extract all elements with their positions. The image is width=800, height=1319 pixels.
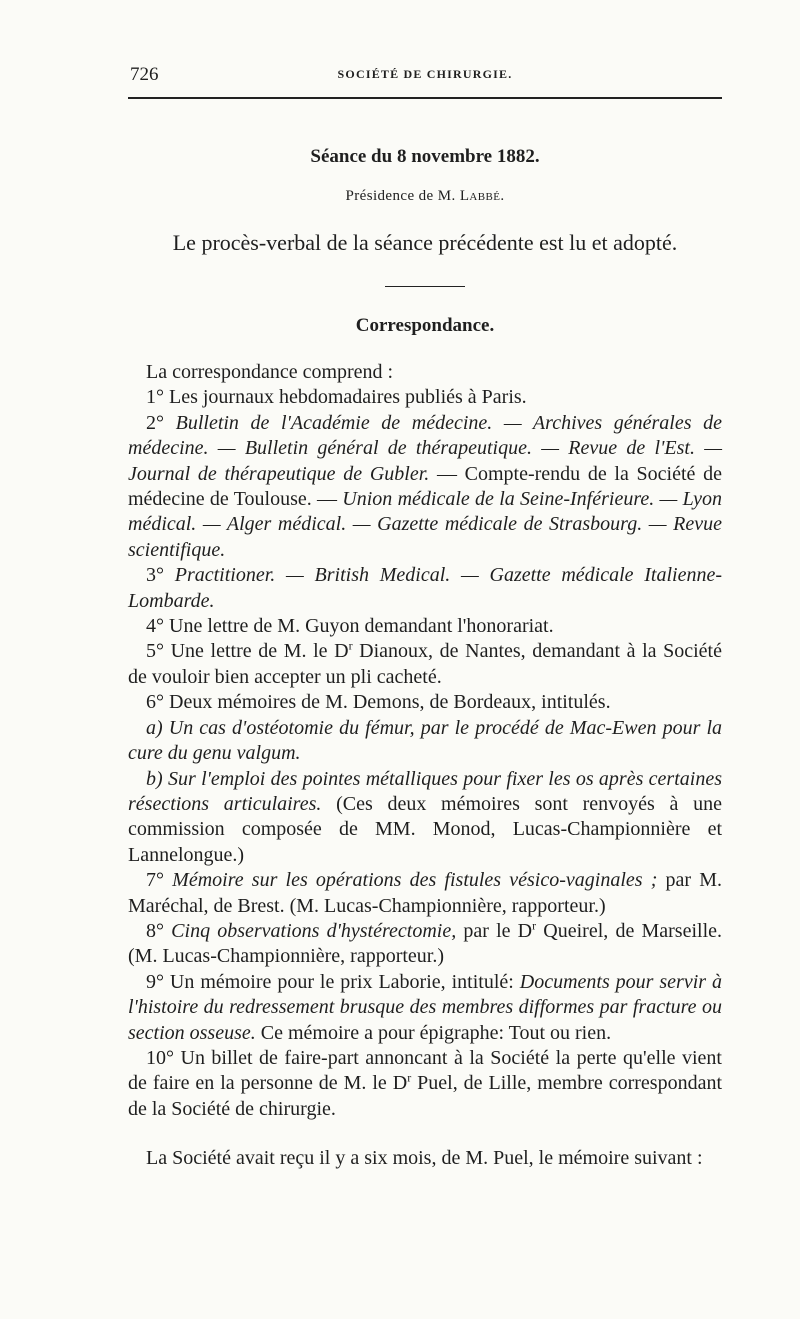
- proces-verbal: Le procès-verbal de la séance précédente est lu et adopté.: [172, 230, 678, 255]
- item-number: 7°: [146, 869, 173, 892]
- item-number: 2°: [146, 411, 176, 434]
- journal-titles: Bulletin de l'Académie de médecine. — Archives générales de médecine. — Bulletin général de thérapeutique. — Revue de l'Est. — Journal de thérapeutique de Gubler.: [128, 411, 723, 485]
- running-title: SOCIÉTÉ DE CHIRURGIE.: [337, 67, 513, 81]
- paragraph-6: 6° Deux mémoires de M. Demons, de Bordeaux, intitulés.: [146, 691, 611, 714]
- text-segment: 5° Une lettre de M. le D: [146, 640, 349, 663]
- presidence-line: [130, 188, 720, 205]
- page-header: [130, 64, 720, 88]
- paragraph-10: [128, 1046, 722, 1122]
- superscript: r: [407, 1070, 412, 1085]
- paragraph-9: [128, 970, 722, 1046]
- journal-titles: Union médicale de la Seine-Inférieure. — Lyon médical. — Alger médical. — Gazette médicale de Strasbourg. — Revue scientifique.: [128, 488, 722, 561]
- section-divider: [385, 286, 465, 287]
- superscript: r: [348, 638, 353, 653]
- section-heading: Correspondance.: [355, 315, 495, 336]
- paragraph-5: [128, 639, 722, 690]
- text-segment: Puel, de Lille, membre correspondant de la Société de chirurgie.: [128, 1072, 722, 1120]
- text-segment: 9° Un mémoire pour le prix Laborie, intitulé:: [146, 970, 520, 993]
- journal-titles: Practitioner. — British Medical. — Gazette médicale Italienne-Lombarde.: [128, 564, 722, 612]
- superscript: r: [532, 918, 537, 933]
- session-title: Séance du 8 novembre 1882.: [310, 146, 540, 167]
- paragraph-6a: [128, 716, 722, 767]
- paragraph-intro: La correspondance comprend :: [146, 361, 394, 383]
- paragraph-8: [128, 919, 722, 970]
- memoir-title: a) Un cas d'ostéotomie du fémur, par le procédé de Mac-Ewen pour la cure du genu valgum.: [128, 716, 722, 765]
- memoir-title: Documents pour servir à l'histoire du redressement brusque des membres difformes par fracture ou section osseuse.: [128, 970, 722, 1044]
- text-segment: Queirel, de Marseille. (M. Lucas-Championnière, rapporteur.): [128, 919, 723, 968]
- header-rule: [128, 97, 722, 99]
- paragraph-closing: La Société avait reçu il y a six mois, de M. Puel, le mémoire suivant :: [146, 1147, 703, 1170]
- item-number: 8°: [146, 919, 172, 942]
- text-segment: par M. Maréchal, de Brest. (M. Lucas-Championnière, rapporteur.): [128, 869, 722, 917]
- text-segment: (Ces deux mémoires sont renvoyés à une commission composée de MM. Monod, Lucas-Championnière et Lannelongue.): [128, 792, 722, 866]
- presidence-prefix: Présidence de M.: [345, 188, 460, 204]
- paragraph-7: [128, 868, 722, 919]
- paragraph-2: [128, 411, 722, 563]
- paragraph-1: 1° Les journaux hebdomadaires publiés à Paris.: [146, 386, 527, 409]
- correspondence-body: [128, 360, 722, 1172]
- text-segment: Ce mémoire a pour épigraphe: Tout ou rien.: [255, 1021, 612, 1044]
- text-segment: 10° Un billet de faire-part annoncant à la Société la perte qu'elle vient de faire en la personne de M. le D: [128, 1046, 722, 1095]
- president-name: Labbé: [459, 188, 501, 204]
- text-segment: Dianoux, de Nantes, demandant à la Société de vouloir bien accepter un pli cacheté.: [128, 640, 722, 688]
- text-segment: — Compte-rendu de la Société de médecine de Toulouse. —: [128, 462, 722, 511]
- memoir-title: Mémoire sur les opérations des fistules vésico-vaginales ;: [172, 869, 658, 892]
- item-number: 3°: [146, 564, 175, 587]
- paragraph-4: 4° Une lettre de M. Guyon demandant l'honorariat.: [146, 615, 554, 638]
- paragraph-6b: [128, 767, 722, 869]
- presidence-suffix: .: [500, 188, 505, 204]
- memoir-title: b) Sur l'emploi des pointes métalliques pour fixer les os après certaines résections articulaires.: [128, 767, 722, 815]
- page-number: 726: [130, 64, 159, 85]
- memoir-title: Cinq observations d'hystérectomie,: [171, 919, 457, 942]
- paragraph-3: [128, 563, 722, 614]
- text-segment: par le D: [456, 919, 533, 942]
